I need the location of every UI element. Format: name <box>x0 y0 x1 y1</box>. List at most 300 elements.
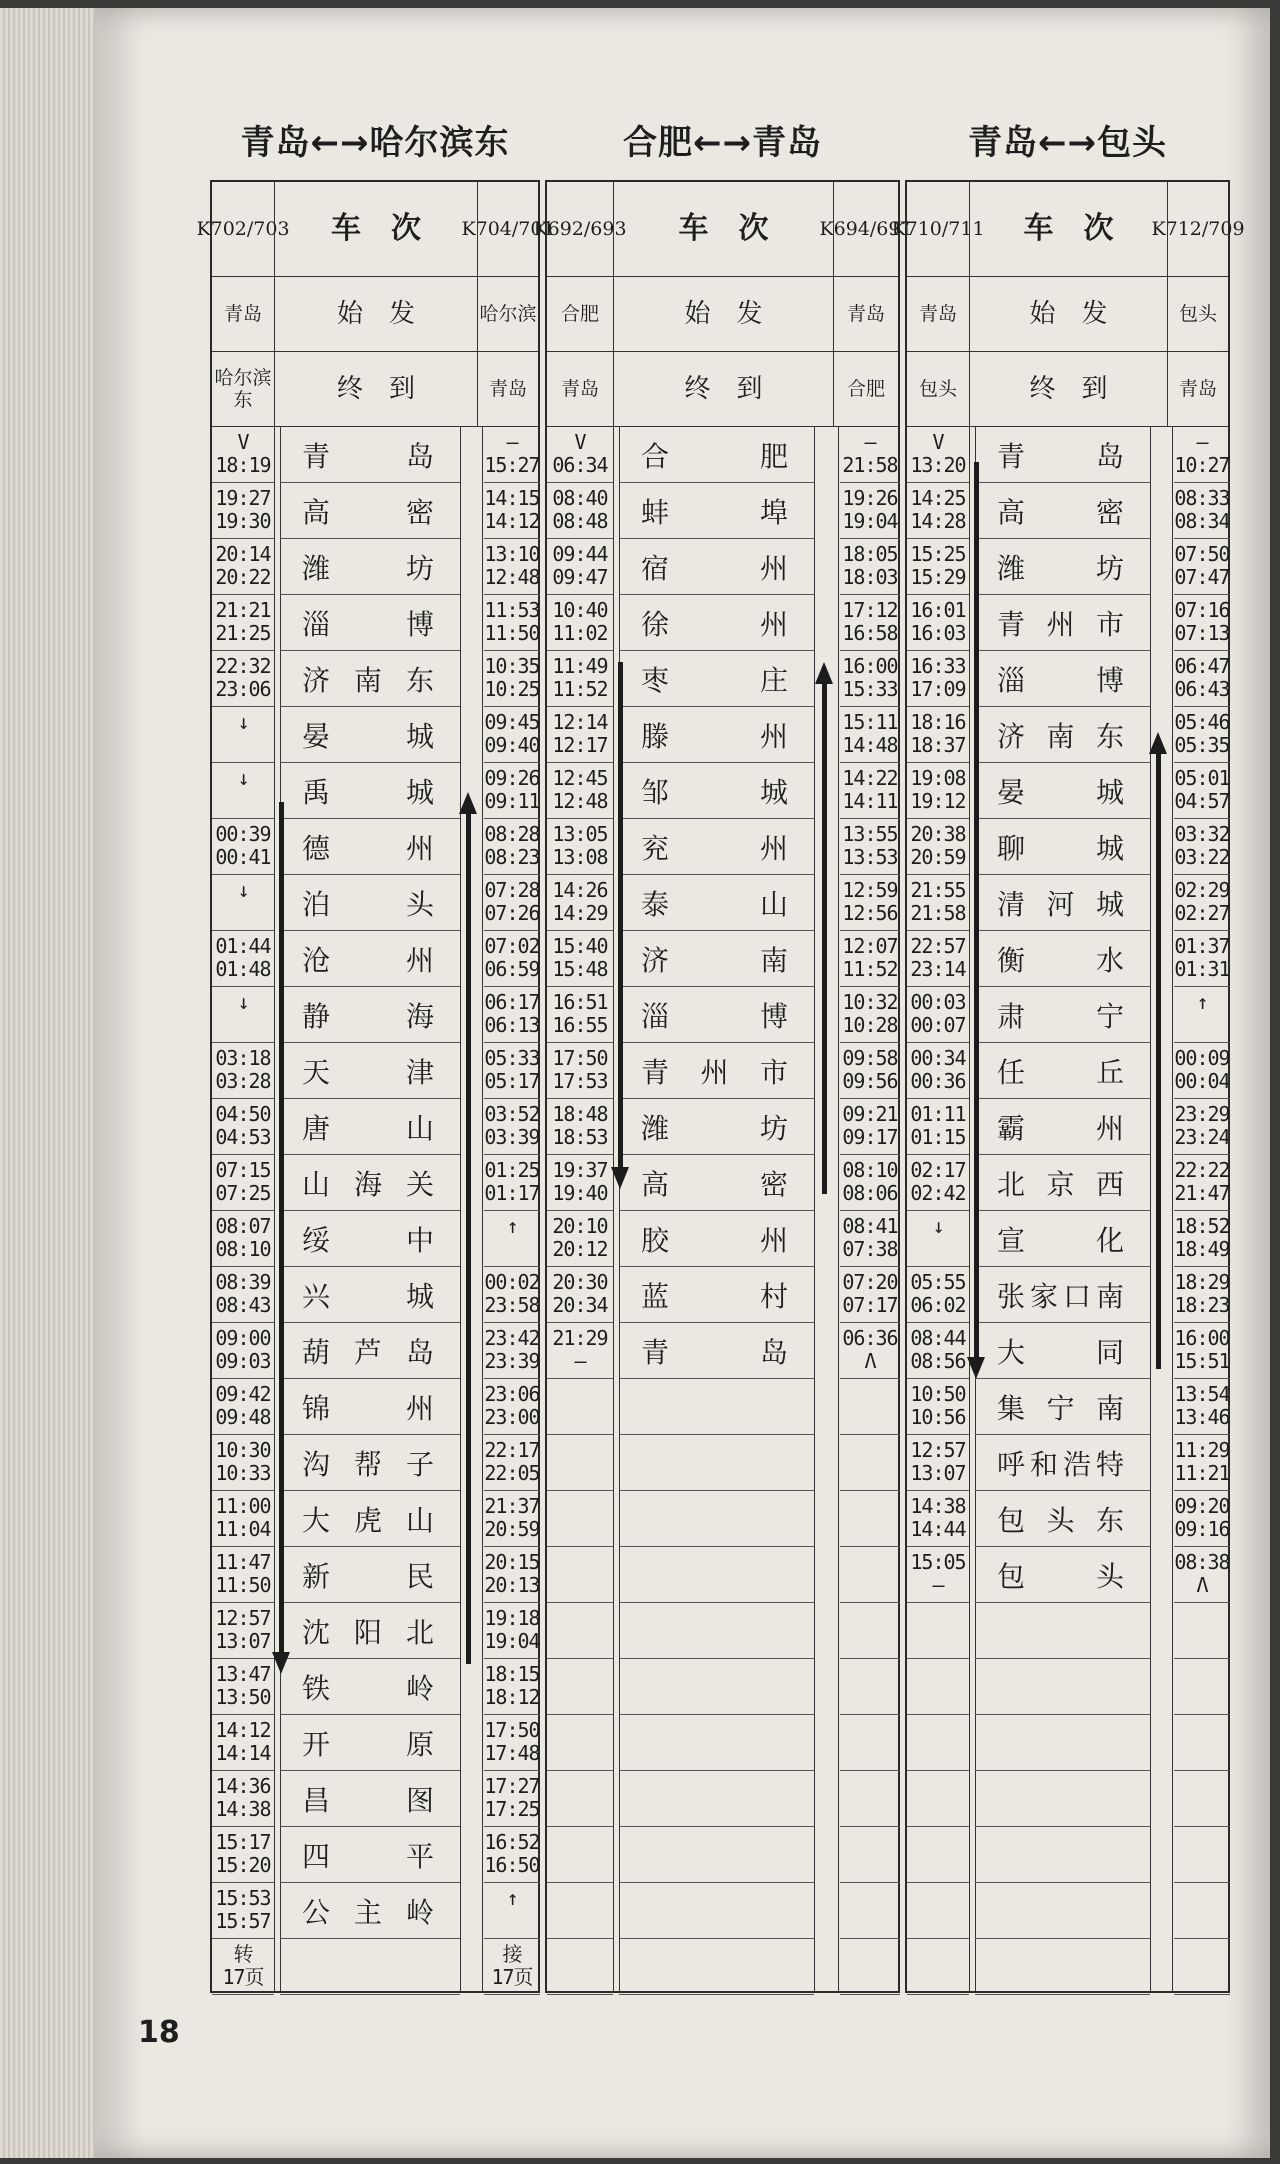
station-row <box>907 1379 1228 1435</box>
right-time-cell: 15:11 14:48 <box>842 710 898 757</box>
station-name <box>619 1659 814 1715</box>
right-time-cell: ↑ <box>506 1214 518 1238</box>
station-row <box>547 1659 898 1715</box>
station-name: 徐 州 <box>619 595 814 651</box>
right-time-cell: 09:21 09:17 <box>842 1102 898 1149</box>
right-time-cell: 23:29 23:24 <box>1174 1102 1230 1149</box>
station-row <box>907 1771 1228 1827</box>
station-row <box>212 651 538 707</box>
column-label: 车 次 <box>678 211 769 246</box>
left-train-header: K692/693 <box>533 218 627 240</box>
right-time-cell: 21:37 20:59 <box>484 1494 540 1541</box>
station-name: 衡 水 <box>975 931 1150 987</box>
left-time-cell: 11:00 11:04 <box>215 1494 271 1541</box>
station-row <box>547 707 898 763</box>
right-time-cell: 12:07 11:52 <box>842 934 898 981</box>
column-label: 始 发 <box>336 299 415 329</box>
left-train-header: 青岛 <box>560 378 599 400</box>
station-name: 清 河 城 <box>975 875 1150 931</box>
right-time-cell: 05:01 04:57 <box>1174 766 1230 813</box>
page-edges <box>0 8 100 2158</box>
station-name <box>619 1491 814 1547</box>
right-time-cell: 16:52 16:50 <box>484 1830 540 1877</box>
station-name: 蚌 埠 <box>619 483 814 539</box>
left-time-cell: 14:26 14:29 <box>552 878 608 925</box>
section-title: 合肥←→青岛 <box>623 123 822 163</box>
station-name <box>975 1771 1150 1827</box>
station-row <box>547 1715 898 1771</box>
station-row <box>907 1435 1228 1491</box>
station-row <box>212 483 538 539</box>
right-time-cell: 09:20 09:16 <box>1174 1494 1230 1541</box>
station-name: 包 头 <box>975 1547 1150 1603</box>
station-name: 新 民 <box>280 1547 460 1603</box>
right-time-cell: 08:38 Λ <box>1174 1550 1230 1597</box>
right-time-cell: 23:06 23:00 <box>484 1382 540 1429</box>
left-time-cell: 20:14 20:22 <box>215 542 271 589</box>
right-time-cell: 19:18 19:04 <box>484 1606 540 1653</box>
left-time-cell: 02:17 02:42 <box>910 1158 966 1205</box>
right-train-header: K694/691 <box>819 218 913 240</box>
left-time-cell: 14:12 14:14 <box>215 1718 271 1765</box>
right-time-cell: 02:29 02:27 <box>1174 878 1230 925</box>
station-name <box>619 1547 814 1603</box>
station-row <box>547 1771 898 1827</box>
left-time-cell: 19:27 19:30 <box>215 486 271 533</box>
station-row <box>547 427 898 483</box>
station-row <box>547 1491 898 1547</box>
station-row <box>547 987 898 1043</box>
station-row <box>547 1043 898 1099</box>
station-row <box>547 483 898 539</box>
left-time-cell: 08:40 08:48 <box>552 486 608 533</box>
right-time-cell: 接 17页 <box>491 1942 533 1989</box>
station-row <box>907 1267 1228 1323</box>
station-name: 胶 州 <box>619 1211 814 1267</box>
column-label: 终 到 <box>1029 374 1108 404</box>
station-name <box>619 1715 814 1771</box>
left-train-header: K710/711 <box>891 218 985 240</box>
station-row <box>212 707 538 763</box>
station-name: 晏 城 <box>280 707 460 763</box>
left-time-cell: 09:00 09:03 <box>215 1326 271 1373</box>
left-time-cell: 11:47 11:50 <box>215 1550 271 1597</box>
station-name <box>619 1379 814 1435</box>
left-time-cell: 09:44 09:47 <box>552 542 608 589</box>
station-row <box>212 1043 538 1099</box>
left-time-cell: 22:32 23:06 <box>215 654 271 701</box>
right-time-cell: 07:50 07:47 <box>1174 542 1230 589</box>
right-time-cell: — 10:27 <box>1174 430 1230 477</box>
station-name: 青 岛 <box>975 427 1150 483</box>
station-name: 山 海 关 <box>280 1155 460 1211</box>
right-time-cell: 19:26 19:04 <box>842 486 898 533</box>
station-name: 锦 州 <box>280 1379 460 1435</box>
left-time-cell: 14:25 14:28 <box>910 486 966 533</box>
station-row <box>547 1547 898 1603</box>
left-time-cell: 01:44 01:48 <box>215 934 271 981</box>
station-row <box>907 987 1228 1043</box>
station-name: 青 州 市 <box>975 595 1150 651</box>
timetable-section-2 <box>533 115 913 2115</box>
station-name: 静 海 <box>280 987 460 1043</box>
station-name: 公 主 岭 <box>280 1883 460 1939</box>
right-time-cell: 09:58 09:56 <box>842 1046 898 1093</box>
left-train-header: 青岛 <box>918 303 957 325</box>
left-time-cell: 12:14 12:17 <box>552 710 608 757</box>
column-label: 始 发 <box>1029 299 1108 329</box>
station-row <box>212 1491 538 1547</box>
station-row <box>212 1659 538 1715</box>
right-time-cell: 09:45 09:40 <box>484 710 540 757</box>
down-direction-arrow <box>618 662 623 1167</box>
station-row <box>907 539 1228 595</box>
station-row <box>212 595 538 651</box>
right-time-cell: 16:00 15:51 <box>1174 1326 1230 1373</box>
station-row <box>907 595 1228 651</box>
station-name <box>975 1715 1150 1771</box>
left-time-cell: ↓ <box>237 878 249 902</box>
left-time-cell: 10:50 10:56 <box>910 1382 966 1429</box>
up-direction-arrow <box>1156 754 1161 1369</box>
station-name: 天 津 <box>280 1043 460 1099</box>
left-time-cell: 11:49 11:52 <box>552 654 608 701</box>
station-name: 泰 山 <box>619 875 814 931</box>
timetable-grid <box>533 180 913 1993</box>
station-row <box>907 875 1228 931</box>
station-row <box>907 1043 1228 1099</box>
left-time-cell: 转 17页 <box>222 1942 264 1989</box>
station-row <box>212 987 538 1043</box>
station-name: 沧 州 <box>280 931 460 987</box>
station-name: 兖 州 <box>619 819 814 875</box>
station-name: 呼 和 浩 特 <box>975 1435 1150 1491</box>
right-time-cell: 18:29 18:23 <box>1174 1270 1230 1317</box>
station-row <box>212 1379 538 1435</box>
left-train-header: 包头 <box>918 378 957 400</box>
right-time-cell: 22:22 21:47 <box>1174 1158 1230 1205</box>
down-direction-arrow <box>279 802 284 1652</box>
start-station-row <box>212 277 538 352</box>
up-arrow-head <box>1149 732 1167 754</box>
left-time-cell: ↓ <box>237 766 249 790</box>
station-row <box>547 1099 898 1155</box>
left-time-cell: ↓ <box>237 990 249 1014</box>
right-time-cell: 01:25 01:17 <box>484 1158 540 1205</box>
station-row <box>212 1099 538 1155</box>
station-name: 高 密 <box>619 1155 814 1211</box>
right-time-cell: 13:55 13:53 <box>842 822 898 869</box>
station-name: 青 岛 <box>280 427 460 483</box>
station-name: 济 南 东 <box>280 651 460 707</box>
start-station-row <box>907 277 1228 352</box>
right-time-cell: 22:17 22:05 <box>484 1438 540 1485</box>
station-row <box>547 1267 898 1323</box>
left-time-cell: 16:01 16:03 <box>910 598 966 645</box>
station-row <box>547 539 898 595</box>
right-train-header: 青岛 <box>488 378 527 400</box>
station-name: 济 南 东 <box>975 707 1150 763</box>
station-name: 济 南 <box>619 931 814 987</box>
right-time-cell: 08:10 08:06 <box>842 1158 898 1205</box>
left-time-cell: 19:08 19:12 <box>910 766 966 813</box>
left-time-cell: 05:55 06:02 <box>910 1270 966 1317</box>
left-time-cell: 21:55 21:58 <box>910 878 966 925</box>
right-time-cell: 18:05 18:03 <box>842 542 898 589</box>
station-row <box>547 1379 898 1435</box>
left-time-cell: 18:48 18:53 <box>552 1102 608 1149</box>
up-direction-arrow <box>822 684 827 1194</box>
station-row <box>547 1435 898 1491</box>
station-row <box>907 1939 1228 1995</box>
right-time-cell: 17:12 16:58 <box>842 598 898 645</box>
left-time-cell: 14:38 14:44 <box>910 1494 966 1541</box>
section-title: 青岛←→哈尔滨东 <box>240 123 510 163</box>
right-time-cell: 07:20 07:17 <box>842 1270 898 1317</box>
station-row <box>212 1267 538 1323</box>
left-train-header: 青岛 <box>223 303 262 325</box>
end-station-row <box>907 352 1228 427</box>
station-name <box>975 1827 1150 1883</box>
right-time-cell: 08:41 07:38 <box>842 1214 898 1261</box>
left-time-cell: 08:39 08:43 <box>215 1270 271 1317</box>
station-row <box>907 427 1228 483</box>
left-time-cell: 21:21 21:25 <box>215 598 271 645</box>
left-time-cell: 10:30 10:33 <box>215 1438 271 1485</box>
left-time-cell: V 13:20 <box>910 430 966 477</box>
left-time-cell: 01:11 01:15 <box>910 1102 966 1149</box>
end-station-row <box>547 352 898 427</box>
station-row <box>907 483 1228 539</box>
station-row <box>907 1099 1228 1155</box>
station-row <box>907 651 1228 707</box>
left-time-cell: 15:40 15:48 <box>552 934 608 981</box>
right-time-cell: 07:02 06:59 <box>484 934 540 981</box>
timetable-grid <box>196 180 555 1993</box>
station-row <box>907 1155 1228 1211</box>
station-name: 开 原 <box>280 1715 460 1771</box>
left-train-header: K702/703 <box>196 218 290 240</box>
right-time-cell: 13:54 13:46 <box>1174 1382 1230 1429</box>
station-name <box>975 1659 1150 1715</box>
right-time-cell: 00:02 23:58 <box>484 1270 540 1317</box>
right-train-header: K704/701 <box>461 218 555 240</box>
left-time-cell: 19:37 19:40 <box>552 1158 608 1205</box>
right-train-header: 青岛 <box>1178 378 1217 400</box>
down-arrow-head <box>272 1652 290 1674</box>
station-name <box>619 1771 814 1827</box>
left-time-cell: 15:17 15:20 <box>215 1830 271 1877</box>
station-name: 蓝 村 <box>619 1267 814 1323</box>
station-row <box>547 595 898 651</box>
station-row <box>212 819 538 875</box>
station-row <box>547 931 898 987</box>
right-time-cell: 07:28 07:26 <box>484 878 540 925</box>
right-time-cell: 08:33 08:34 <box>1174 486 1230 533</box>
left-time-cell: 08:07 08:10 <box>215 1214 271 1261</box>
station-name <box>619 1939 814 1995</box>
left-time-cell: 13:05 13:08 <box>552 822 608 869</box>
station-row <box>212 1883 538 1939</box>
right-time-cell: 01:37 01:31 <box>1174 934 1230 981</box>
station-row <box>907 1659 1228 1715</box>
left-time-cell: 15:53 15:57 <box>215 1886 271 1933</box>
station-name: 潍 坊 <box>975 539 1150 595</box>
right-time-cell: 05:46 05:35 <box>1174 710 1230 757</box>
column-label: 始 发 <box>684 299 763 329</box>
station-row <box>212 875 538 931</box>
station-name: 包 头 东 <box>975 1491 1150 1547</box>
station-name: 邹 城 <box>619 763 814 819</box>
left-time-cell: 00:39 00:41 <box>215 822 271 869</box>
station-row <box>212 763 538 819</box>
station-name: 高 密 <box>975 483 1150 539</box>
right-train-header: 青岛 <box>846 303 885 325</box>
right-time-cell: 05:33 05:17 <box>484 1046 540 1093</box>
right-time-cell: 23:42 23:39 <box>484 1326 540 1373</box>
up-arrow-head <box>815 662 833 684</box>
station-name: 兴 城 <box>280 1267 460 1323</box>
right-time-cell: 10:32 10:28 <box>842 990 898 1037</box>
station-row <box>907 1883 1228 1939</box>
station-name <box>280 1939 460 1995</box>
station-name: 张 家 口 南 <box>975 1267 1150 1323</box>
left-time-cell: 03:18 03:28 <box>215 1046 271 1093</box>
station-name: 潍 坊 <box>280 539 460 595</box>
station-name: 葫 芦 岛 <box>280 1323 460 1379</box>
column-label: 终 到 <box>684 374 763 404</box>
end-station-row <box>212 352 538 427</box>
left-time-cell: ↓ <box>932 1214 944 1238</box>
station-name: 晏 城 <box>975 763 1150 819</box>
down-direction-arrow <box>974 462 979 1357</box>
station-row <box>547 819 898 875</box>
up-arrow-head <box>459 792 477 814</box>
right-time-cell: 11:53 11:50 <box>484 598 540 645</box>
station-name <box>975 1603 1150 1659</box>
station-row <box>212 1211 538 1267</box>
left-time-cell: 18:16 18:37 <box>910 710 966 757</box>
right-time-cell: 18:15 18:12 <box>484 1662 540 1709</box>
right-train-header: K712/709 <box>1151 218 1245 240</box>
train-number-row <box>533 182 913 277</box>
right-time-cell: 06:36 Λ <box>842 1326 898 1373</box>
right-time-cell: 09:26 09:11 <box>484 766 540 813</box>
train-number-row <box>196 182 555 277</box>
right-time-cell: 14:15 14:12 <box>484 486 540 533</box>
station-name: 禹 城 <box>280 763 460 819</box>
station-row <box>212 1155 538 1211</box>
left-time-cell: 12:57 13:07 <box>215 1606 271 1653</box>
station-row <box>907 707 1228 763</box>
left-time-cell: 07:15 07:25 <box>215 1158 271 1205</box>
right-train-header: 包头 <box>1178 303 1217 325</box>
left-time-cell: 16:33 17:09 <box>910 654 966 701</box>
left-time-cell: 13:47 13:50 <box>215 1662 271 1709</box>
station-row <box>212 1435 538 1491</box>
station-name <box>619 1883 814 1939</box>
station-row <box>547 1939 898 1995</box>
station-name: 枣 庄 <box>619 651 814 707</box>
station-name: 北 京 西 <box>975 1155 1150 1211</box>
start-station-row <box>547 277 898 352</box>
left-time-cell: 12:45 12:48 <box>552 766 608 813</box>
station-row <box>547 1323 898 1379</box>
right-time-cell: 03:32 03:22 <box>1174 822 1230 869</box>
station-name <box>975 1939 1150 1995</box>
station-name: 肃 宁 <box>975 987 1150 1043</box>
station-row <box>212 539 538 595</box>
station-name: 聊 城 <box>975 819 1150 875</box>
station-row <box>212 931 538 987</box>
left-time-cell: 21:29 — <box>552 1326 608 1373</box>
station-name: 大 同 <box>975 1323 1150 1379</box>
station-name: 绥 中 <box>280 1211 460 1267</box>
station-row <box>212 427 538 483</box>
station-row <box>212 1939 538 1995</box>
station-name: 青 州 市 <box>619 1043 814 1099</box>
station-name <box>619 1603 814 1659</box>
right-time-cell: 18:52 18:49 <box>1174 1214 1230 1261</box>
right-time-cell: 06:47 06:43 <box>1174 654 1230 701</box>
station-row <box>907 1491 1228 1547</box>
station-name: 淄 博 <box>619 987 814 1043</box>
up-direction-arrow <box>466 814 471 1664</box>
right-time-cell: 17:50 17:48 <box>484 1718 540 1765</box>
station-row <box>907 1715 1228 1771</box>
left-time-cell: 22:57 23:14 <box>910 934 966 981</box>
left-time-cell: 16:51 16:55 <box>552 990 608 1037</box>
right-time-cell: 11:29 11:21 <box>1174 1438 1230 1485</box>
right-time-cell: 13:10 12:48 <box>484 542 540 589</box>
column-label: 车 次 <box>1023 211 1114 246</box>
right-time-cell: 14:22 14:11 <box>842 766 898 813</box>
left-time-cell: 08:44 08:56 <box>910 1326 966 1373</box>
page-number: 18 <box>138 2015 180 2050</box>
right-time-cell: 07:16 07:13 <box>1174 598 1230 645</box>
station-name: 淄 博 <box>975 651 1150 707</box>
station-name: 集 宁 南 <box>975 1379 1150 1435</box>
station-name: 唐 山 <box>280 1099 460 1155</box>
timetable-section-1 <box>196 115 555 2115</box>
left-time-cell: 00:03 00:07 <box>910 990 966 1037</box>
station-row <box>547 1827 898 1883</box>
left-time-cell: 04:50 04:53 <box>215 1102 271 1149</box>
station-name: 沈 阳 北 <box>280 1603 460 1659</box>
left-time-cell: 12:57 13:07 <box>910 1438 966 1485</box>
station-row <box>907 1211 1228 1267</box>
left-time-cell: 20:10 20:12 <box>552 1214 608 1261</box>
left-time-cell: 14:36 14:38 <box>215 1774 271 1821</box>
left-time-cell: 10:40 11:02 <box>552 598 608 645</box>
station-name: 高 密 <box>280 483 460 539</box>
right-time-cell: 06:17 06:13 <box>484 990 540 1037</box>
right-time-cell: — 15:27 <box>484 430 540 477</box>
station-name: 合 肥 <box>619 427 814 483</box>
station-row <box>907 1603 1228 1659</box>
station-name: 铁 岭 <box>280 1659 460 1715</box>
timetable-section-3 <box>891 115 1245 2115</box>
right-time-cell: — 21:58 <box>842 430 898 477</box>
column-label: 车 次 <box>331 211 421 246</box>
station-row <box>547 763 898 819</box>
left-time-cell: ↓ <box>237 710 249 734</box>
station-row <box>212 1323 538 1379</box>
station-row <box>907 1323 1228 1379</box>
station-name: 宿 州 <box>619 539 814 595</box>
left-time-cell: 20:38 20:59 <box>910 822 966 869</box>
station-row <box>907 1827 1228 1883</box>
